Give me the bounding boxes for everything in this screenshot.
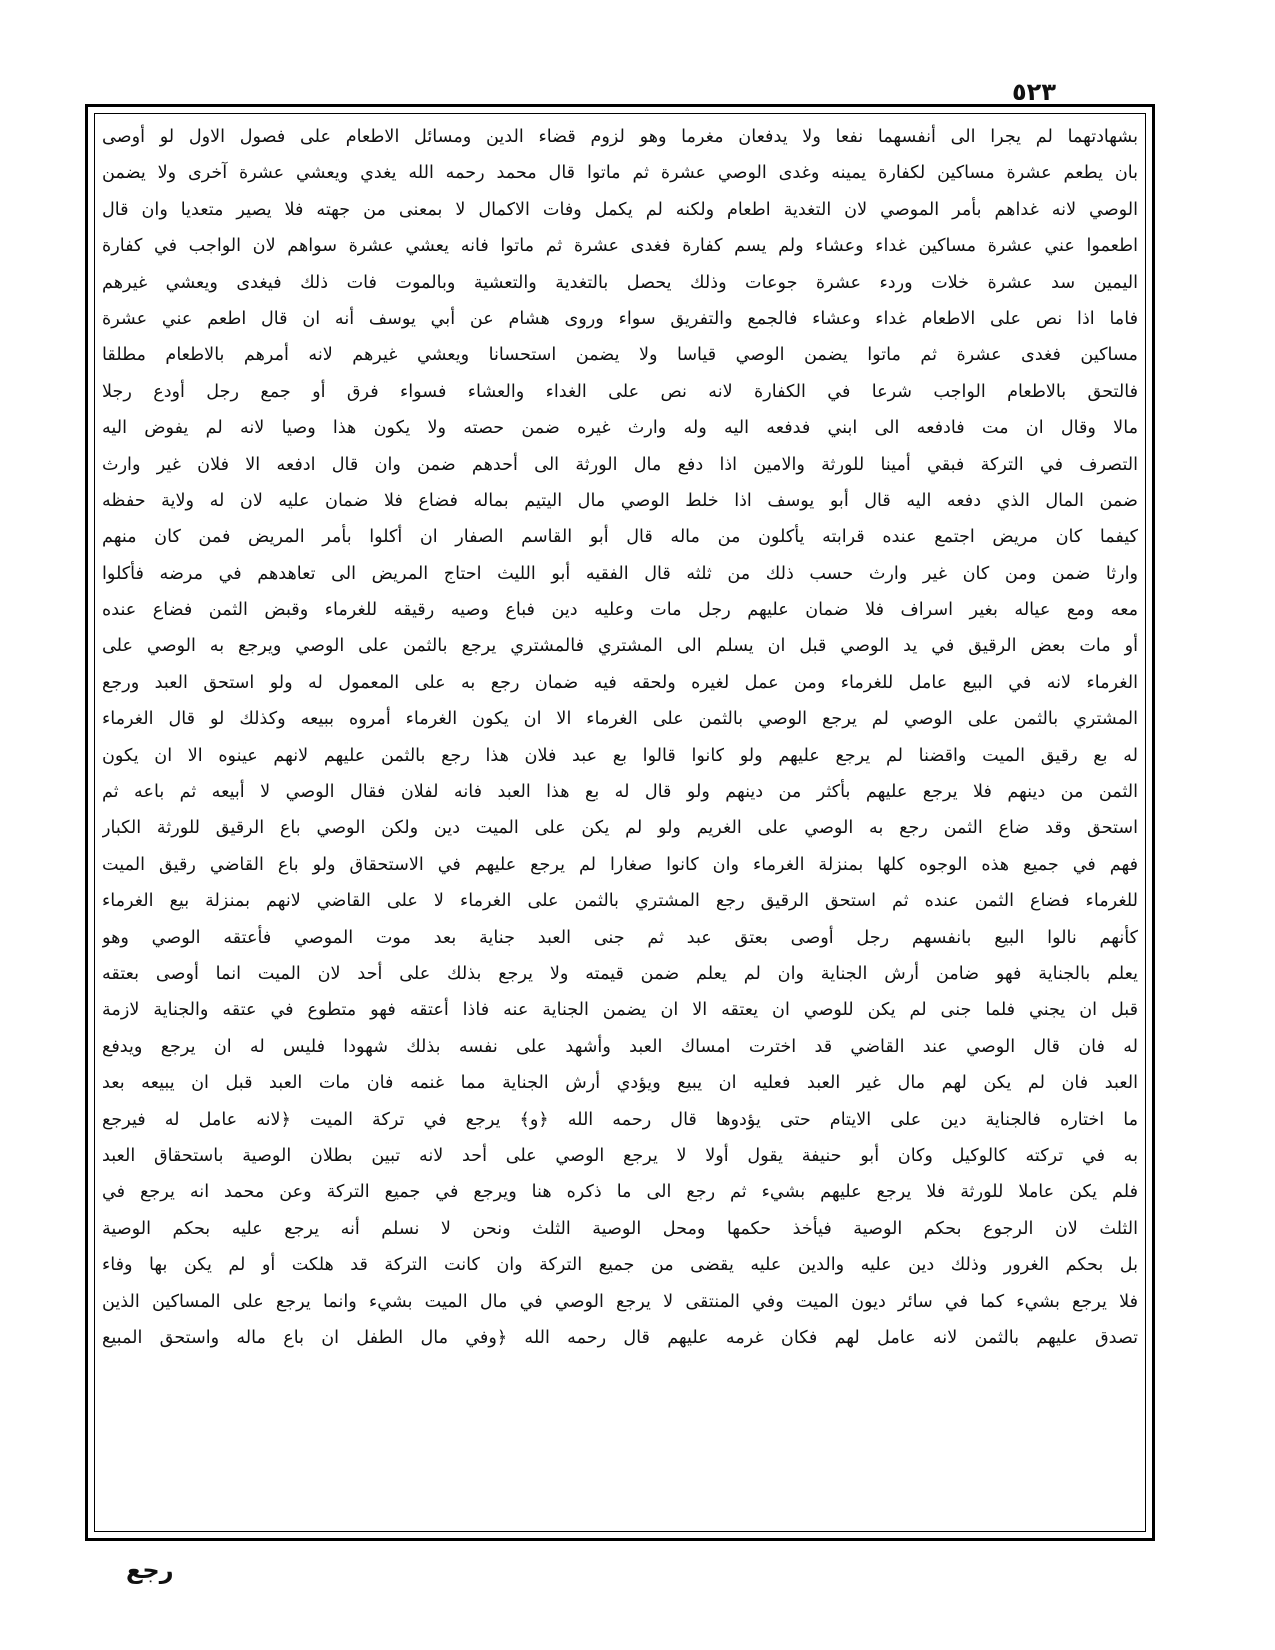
catchword: رجع: [126, 1556, 174, 1584]
text-line: مساكين فغدى عشرة ثم ماتوا يضمن الوصي قياسا ولا يضمن استحسانا ويعشي غيرهم لانه أمرهم بالاطعام مطلقا: [102, 345, 1138, 366]
text-line: بل بحكم الغرور وذلك دين عليه والدين عليه يقضى من جميع التركة وان كانت التركة قد هلكت أو لم يكن بها وفاء: [102, 1255, 1138, 1276]
text-line: يعلم بالجناية فهو ضامن أرش الجناية وان لم يعلم ضمن قيمته ولا يرجع بذلك على أحد لان الميت انما أوصى بعتقه: [102, 963, 1138, 984]
text-line: ما اختاره فالجناية دين على الايتام حتى يؤدوها قال رحمه الله ﴿و﴾ يرجع في تركة الميت ﴿لانه عامل له فيرجع: [102, 1109, 1138, 1130]
text-line: تصدق عليهم بالثمن لانه عامل لهم فكان غرمه عليهم قال رحمه الله ﴿وفي مال الطفل ان باع ماله واستحق المبيع: [102, 1327, 1138, 1348]
body-text: [102, 119, 1138, 1524]
text-line: التصرف في التركة فبقي أمينا للورثة والامين اذا دفع مال الورثة الى أحدهم ضمن وان قال ادفعه الا فلان غير وارث: [102, 454, 1138, 475]
text-line: استحق وقد ضاع الثمن رجع به الوصي على الغريم ولو لم يكن على الميت دين ولكن الوصي باع الرقيق للورثة الكبار: [102, 818, 1138, 839]
text-line: قبل ان يجني فلما جنى لم يكن للوصي ان يعتقه الا ان يضمن الجناية عنه فاذا أعتقه فهو متطوع في عتقه والجناية لازمة: [102, 1000, 1138, 1021]
text-line: الغرماء لانه في البيع عامل للغرماء ومن عمل لغيره ولحقه فيه ضمان رجع به على المعمول له ولو استحق العبد ورجع: [102, 672, 1138, 693]
text-line: معه ومع عياله بغير اسراف فلا ضمان عليهم رجل مات وعليه دين فباع وصيه رقيقه للغرماء وقبض الثمن فضاع عنده: [102, 600, 1138, 621]
page-number: ٥٢٣: [1012, 78, 1056, 106]
text-line: العبد فان لم يكن لهم مال غير العبد فعليه ان يبيع ويؤدي أرش الجناية مما غنمه فان مات العبد قبل ان يبيعه بعد: [102, 1073, 1138, 1094]
text-line: فهم في جميع هذه الوجوه كلها بمنزلة الغرماء وان كانوا صغارا لم يرجع عليهم في الاستحقاق ولو باع القاضي رقيق الميت: [102, 854, 1138, 875]
text-line: الثلث لان الرجوع بحكم الوصية فيأخذ حكمها ومحل الوصية الثلث ونحن لا نسلم أنه يرجع عليه بحكم الوصية: [102, 1218, 1138, 1239]
text-line: أو مات بعض الرقيق في يد الوصي قبل ان يسلم الى المشتري فالمشتري يرجع بالثمن على الوصي ويرجع به الوصي على: [102, 636, 1138, 657]
text-line: وارثا ضمن ومن كان غير وارث حسب ذلك من ثلثه قال الفقيه أبو الليث احتاج المريض الى تعاهدهم في مرضه فأكلوا: [102, 563, 1138, 584]
text-line: فلم يكن عاملا للورثة فلا يرجع عليهم بشيء ثم رجع الى ما ذكره هنا ويرجع في جميع التركة وعن محمد انه يرجع في: [102, 1182, 1138, 1203]
text-line: فالتحق بالاطعام الواجب شرعا في الكفارة لانه نص على الغداء والعشاء فسواء فرق أو جمع رجل أودع رجلا: [102, 381, 1138, 402]
text-line: له فان قال الوصي عند القاضي قد اخترت امساك العبد وأشهد على نفسه بذلك شهودا فليس له ان يرجع ويدفع: [102, 1036, 1138, 1057]
text-line: فاما اذا نص على الاطعام غداء وعشاء فالجمع والتفريق سواء وروى هشام عن أبي يوسف أنه ان قال اطعم عني عشرة: [102, 308, 1138, 329]
text-line: المشتري بالثمن على الوصي لم يرجع الوصي بالثمن على الغرماء الا ان يكون الغرماء أمروه ببيعه وكذلك لو قال الغرماء: [102, 709, 1138, 730]
text-line: به في تركته كالوكيل وكان أبو حنيفة يقول أولا لا يرجع الوصي على أحد لانه تبين بطلان الوصية باستحقاق العبد: [102, 1145, 1138, 1166]
text-line: ضمن المال الذي دفعه اليه قال أبو يوسف اذا خلط الوصي مال اليتيم بماله فضاع فلا ضمان عليه لان له ولاية حفظه: [102, 490, 1138, 511]
text-line: الوصي لانه غداهم بأمر الموصي لان التغدية اطعام ولكنه لم يكمل وفات الاكمال لا بمعنى من جهته فلا يصير متعديا وان قال: [102, 199, 1138, 220]
text-line: اطعموا عني عشرة مساكين غداء وعشاء ولم يسم كفارة فغدى عشرة ثم ماتوا فانه يعشي عشرة سواهم لان الواجب في كفارة: [102, 236, 1138, 257]
text-line: اليمين سد عشرة خلات وردء عشرة جوعات وذلك يحصل بالتغدية والتعشية وبالموت فات ذلك فيغدى ويعشي غيرهم: [102, 272, 1138, 293]
text-line: للغرماء فضاع الثمن عنده ثم استحق الرقيق رجع المشتري بالثمن على الغرماء لا على القاضي لانهم بمنزلة بيع الغرماء: [102, 891, 1138, 912]
text-line: بان يطعم عشرة مساكين لكفارة يمينه وغدى الوصي عشرة ثم ماتوا قال محمد رحمه الله يغدي ويعشي عشرة آخرى ولا يضمن: [102, 163, 1138, 184]
page-border: [85, 104, 1155, 1541]
text-line: فلا يرجع بشيء كما في سائر ديون الميت وفي المنتقى لا يرجع الوصي في مال الميت بشيء وانما يرجع على المساكين الذين: [102, 1291, 1138, 1312]
text-line: له بع رقيق الميت واقضنا لم يرجع عليهم ولو كانوا قالوا بع عبد فلان هذا رجع بالثمن عليهم لانهم عينوه الا ان يكون: [102, 745, 1138, 766]
text-line: بشهادتهما لم يجرا الى أنفسهما نفعا ولا يدفعان مغرما وهو لزوم قضاء الدين ومسائل الاطعام على فصول الاول لو أوصى: [102, 127, 1138, 147]
text-line: كيفما كان مريض اجتمع عنده قرابته يأكلون من ماله قال أبو القاسم الصفار ان أكلوا بأمر المريض فمن كان منهم: [102, 527, 1138, 548]
text-line: مالا وقال ان مت فادفعه الى ابني فدفعه اليه وله وارث غيره ضمن حصته ولا يكون هذا وصيا لانه لم يفوض اليه: [102, 418, 1138, 439]
text-line: الثمن من دينهم فلا يرجع عليهم بأكثر من دينهم ولو قال له بع هذا العبد فانه لفلان فقال الوصي لا أبيعه ثم باعه ثم: [102, 782, 1138, 803]
text-line: كأنهم نالوا البيع بانفسهم رجل أوصى بعتق عبد ثم جنى العبد جناية بعد موت الموصي فأعتقه الوصي وهو: [102, 927, 1138, 948]
